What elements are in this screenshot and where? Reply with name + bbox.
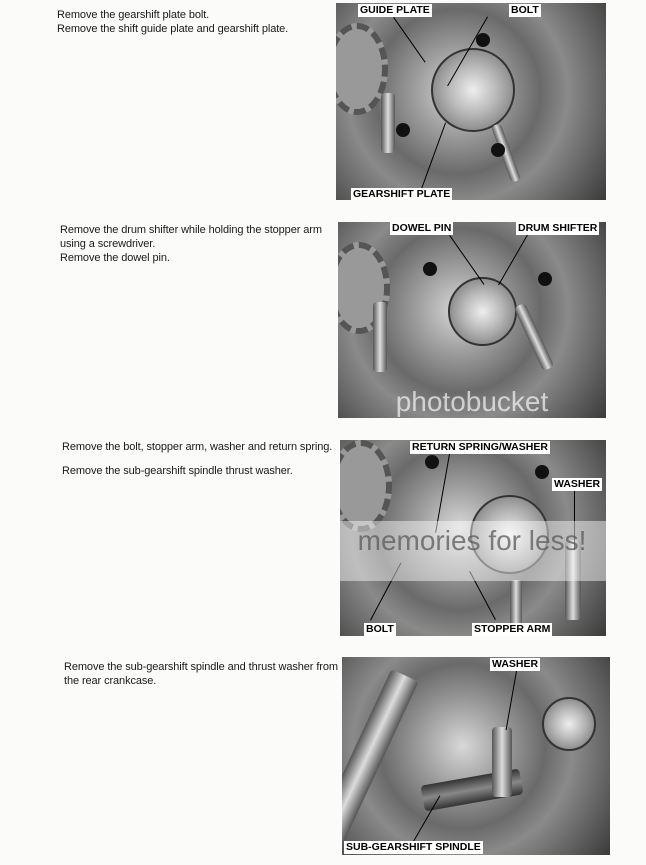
label-bolt: BOLT [511, 4, 539, 16]
step-2-text [60, 223, 332, 265]
label-gearshift-plate: GEARSHIFT PLATE [353, 188, 451, 200]
photo-sub-gearshift-spindle [342, 657, 610, 855]
watermark-photobucket: photobucket [395, 386, 549, 417]
instruction-line: Remove the sub-gearshift spindle thrust washer. [62, 465, 293, 477]
label-guide-plate: GUIDE PLATE [360, 4, 430, 16]
label-dowel-pin: DOWEL PIN [392, 222, 452, 234]
label-drum-shifter: DRUM SHIFTER [518, 222, 598, 234]
label-bolt: BOLT [366, 623, 394, 635]
instruction-line: Remove the gearshift plate bolt. [57, 9, 210, 21]
label-return-spring-washer: RETURN SPRING/WASHER [412, 441, 548, 453]
step-1-text [57, 8, 327, 36]
instruction-line: Remove the drum shifter while holding the stopper arm using a screwdriver. [60, 224, 322, 250]
instruction-line: Remove the dowel pin. [60, 252, 170, 264]
step-3-text [62, 440, 334, 488]
instruction-line: Remove the bolt, stopper arm, washer and return spring. [62, 441, 333, 453]
photo-guide-plate [336, 3, 606, 200]
label-washer: WASHER [492, 658, 539, 670]
instruction-line: Remove the sub-gearshift spindle and thrust washer from the rear crankcase. [64, 661, 338, 687]
instruction-line: Remove the shift guide plate and gearshift plate. [57, 23, 289, 35]
label-sub-gearshift-spindle: SUB-GEARSHIFT SPINDLE [346, 841, 481, 853]
watermark-memories-for-less: memories for less! [357, 525, 587, 556]
label-stopper-arm: STOPPER ARM [474, 623, 551, 635]
step-4-text [64, 660, 339, 688]
label-washer: WASHER [554, 478, 601, 490]
